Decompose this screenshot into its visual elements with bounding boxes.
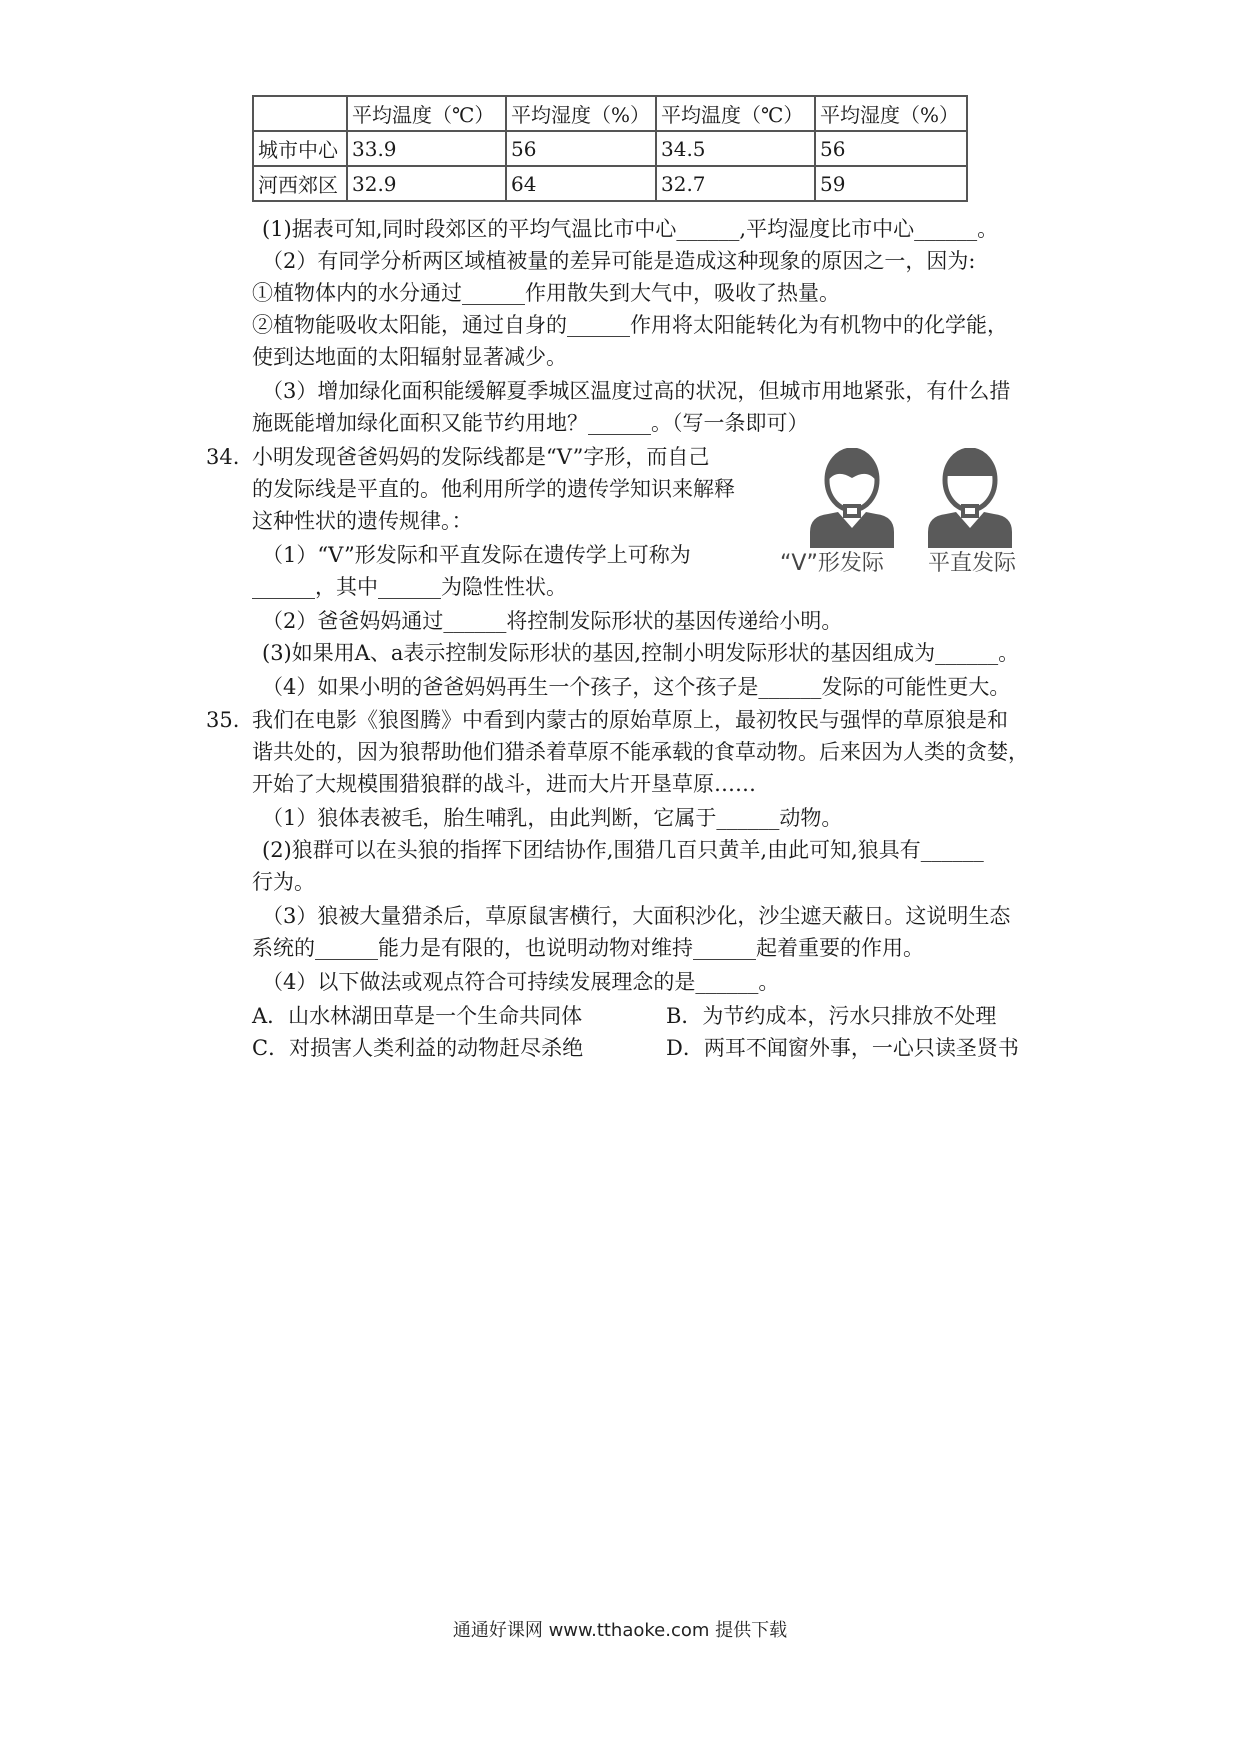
q33-line: 使到达地面的太阳辐射显著减少。 [252,345,567,369]
q35-line: (2)狼群可以在头狼的指挥下团结协作,围猎几百只黄羊,由此可知,狼具有______ [262,838,984,862]
table-header-cell: 平均温度（℃） [656,96,815,131]
option-b: B．为节约成本，污水只排放不处理 [666,1004,997,1028]
q35-line: 行为。 [252,870,315,894]
q33-line: ①植物体内的水分通过______作用散失到大气中，吸收了热量。 [252,281,840,305]
table-cell: 56 [506,131,656,166]
table-row [253,131,967,166]
hairline-figure [780,448,1040,582]
q33-line: ②植物能吸收太阳能，通过自身的______作用将太阳能转化为有机物中的化学能， [252,313,1008,337]
page-footer: 通通好课网 www.tthaoke.com 提供下载 [452,1620,788,1641]
table-cell: 64 [506,166,656,201]
table-cell: 34.5 [656,131,815,166]
question-number: 35. [206,708,240,732]
temperature-humidity-table [252,95,968,202]
q35-line: （1）狼体表被毛，胎生哺乳，由此判断，它属于______动物。 [262,806,843,830]
table-header-cell [253,96,347,131]
straight-hairline-caption: 平直发际 [928,551,1017,576]
q33-line: （2）有同学分析两区域植被量的差异可能是造成这种现象的原因之一，因为: [262,249,976,273]
q34-line: 的发际线是平直的。他利用所学的遗传学知识来解释 [252,477,735,501]
q35-line: 开始了大规模围猎狼群的战斗，进而大片开垦草原…… [252,772,756,796]
q34-line: （2）爸爸妈妈通过______将控制发际形状的基因传递给小明。 [262,609,843,633]
q35-line: （3）狼被大量猎杀后，草原鼠害横行，大面积沙化，沙尘遮天蔽日。这说明生态 [262,904,1011,928]
q33-line: (1)据表可知,同时段郊区的平均气温比市中心______,平均湿度比市中心______。 [262,217,999,241]
q34-line: （4）如果小明的爸爸妈妈再生一个孩子，这个孩子是______发际的可能性更大。 [262,675,1011,699]
q34-line: 小明发现爸爸妈妈的发际线都是“V”字形，而自己 [252,445,710,469]
table-cell: 32.7 [656,166,815,201]
table-header-cell: 平均湿度（%） [815,96,967,131]
q35-line: （4）以下做法或观点符合可持续发展理念的是______。 [262,970,780,994]
hairline-illustration [780,448,1040,548]
q35-line: 我们在电影《狼图腾》中看到内蒙古的原始草原上，最初牧民与强悍的草原狼是和 [252,708,1008,732]
table-cell: 33.9 [347,131,506,166]
table-cell: 32.9 [347,166,506,201]
table-cell: 59 [815,166,967,201]
question-number: 34. [206,445,240,469]
table-cell: 城市中心 [253,131,347,166]
q35-line: 谐共处的，因为狼帮助他们猎杀着草原不能承载的食草动物。后来因为人类的贪婪， [252,740,1029,764]
table-header-row [253,96,967,131]
table-row [253,166,967,201]
q33-line: 施既能增加绿化面积又能节约用地？______。（写一条即可） [252,411,809,435]
table-cell: 56 [815,131,967,166]
q34-line: （1）“V”形发际和平直发际在遗传学上可称为 [262,543,691,567]
straight-hairline-person-icon [928,450,1012,548]
table-cell: 河西郊区 [253,166,347,201]
v-hairline-person-icon [810,450,894,548]
q34-line: 这种性状的遗传规律。： [252,509,473,533]
option-d: D．两耳不闻窗外事，一心只读圣贤书 [666,1036,1019,1060]
option-a: A．山水林湖田草是一个生命共同体 [252,1004,583,1028]
table-header-cell: 平均温度（℃） [347,96,506,131]
q33-line: （3）增加绿化面积能缓解夏季城区温度过高的状况，但城市用地紧张，有什么措 [262,379,1011,403]
q34-line: ______，其中______为隐性性状。 [252,575,567,599]
v-hairline-caption: “V”形发际 [780,551,884,576]
q34-line: (3)如果用A、a表示控制发际形状的基因,控制小明发际形状的基因组成为______。 [262,641,1020,665]
option-c: C．对损害人类利益的动物赶尽杀绝 [252,1036,584,1060]
q35-line: 系统的______能力是有限的，也说明动物对维持______起着重要的作用。 [252,936,924,960]
table-header-cell: 平均湿度（%） [506,96,656,131]
